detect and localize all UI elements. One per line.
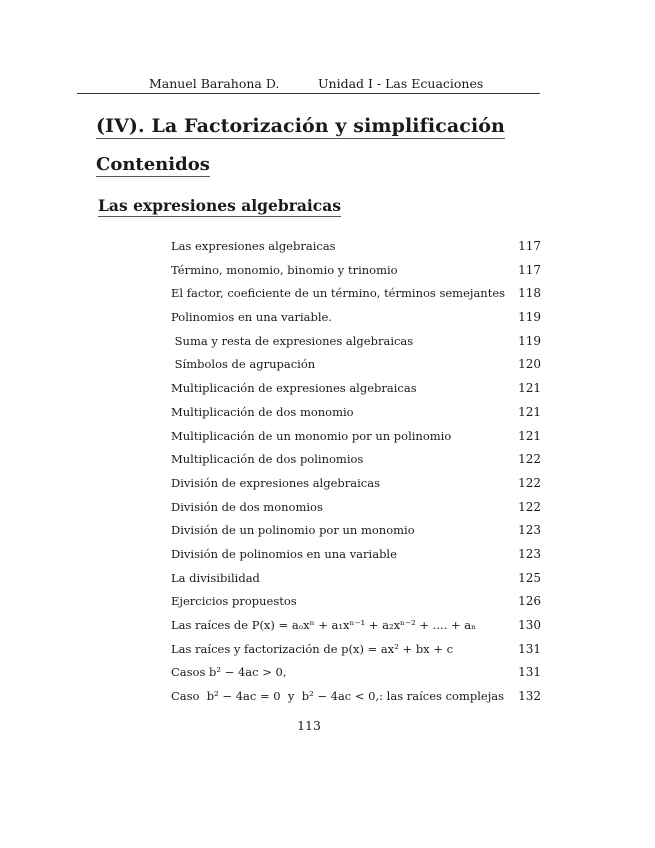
toc-entry-page: 119 <box>518 333 541 348</box>
toc-row[interactable] <box>171 260 541 284</box>
toc-entry-label: Ejercicios propuestos <box>171 594 297 609</box>
toc-entry-label: Multiplicación de dos polinomios <box>171 452 364 467</box>
toc-entry-page: 123 <box>518 546 541 561</box>
toc-entry-label: Símbolos de agrupación <box>171 357 316 372</box>
toc-row[interactable] <box>171 283 541 307</box>
toc-entry-page: 121 <box>518 428 541 443</box>
toc-entry-page: 131 <box>518 665 541 680</box>
toc-entry-page: 122 <box>518 499 541 514</box>
toc-entry-label: El factor, coeficiente de un término, términos semejantes <box>171 286 506 301</box>
contents-title: Contenidos <box>96 154 210 175</box>
toc-entry-page: 122 <box>518 475 541 490</box>
toc-row[interactable] <box>171 378 541 402</box>
toc-entry-page: 126 <box>518 594 541 609</box>
toc-entry-label: Las expresiones algebraicas <box>171 239 336 253</box>
toc-row[interactable] <box>171 686 541 710</box>
toc-entry-label: División de polinomios en una variable <box>171 546 397 561</box>
toc-row[interactable] <box>171 426 541 450</box>
toc-entry-label: Término, monomio, binomio y trinomio <box>171 262 398 277</box>
toc-entry-label: Polinomios en una variable. <box>171 310 333 325</box>
toc-entry-label: Casos b² − 4ac > 0, <box>171 665 287 680</box>
toc-row[interactable] <box>171 331 541 355</box>
section-title: Las expresiones algebraicas <box>98 196 342 215</box>
toc-row[interactable] <box>171 591 541 615</box>
toc-entry-page: 123 <box>518 523 541 538</box>
toc-entry-label: División de un polinomio por un monomio <box>171 523 415 538</box>
toc-entry-page: 132 <box>518 689 541 704</box>
toc-entry-label: Multiplicación de un monomio por un polinomio <box>171 428 452 443</box>
toc-entry-page: 121 <box>518 404 541 419</box>
toc-row[interactable] <box>171 568 541 592</box>
toc-entry-label: División de dos monomios <box>171 499 323 514</box>
toc-entry-label: Caso b² − 4ac = 0 y b² − 4ac < 0,: las raíces complejas <box>171 689 505 704</box>
toc-row[interactable] <box>171 497 541 521</box>
running-header <box>77 74 540 94</box>
toc-row[interactable] <box>171 615 541 639</box>
toc-entry-page: 119 <box>518 310 541 325</box>
toc-entry-label: Las raíces y factorización de p(x) = ax² + bx + c <box>171 641 454 656</box>
toc-entry-label: División de expresiones algebraicas <box>171 475 380 490</box>
header-unit: Unidad I - Las Ecuaciones <box>318 76 484 91</box>
toc-entry-label: Suma y resta de expresiones algebraicas <box>171 333 414 348</box>
table-of-contents <box>171 236 541 710</box>
toc-row[interactable] <box>171 473 541 497</box>
toc-entry-page: 130 <box>518 618 541 632</box>
toc-row[interactable] <box>171 449 541 473</box>
toc-entry-page: 117 <box>518 262 541 277</box>
toc-entry-label: Multiplicación de expresiones algebraicas <box>171 381 417 396</box>
toc-entry-label: Multiplicación de dos monomio <box>171 404 354 419</box>
toc-entry-page: 117 <box>518 239 541 253</box>
toc-entry-page: 122 <box>518 452 541 467</box>
toc-row[interactable] <box>171 307 541 331</box>
toc-row[interactable] <box>171 402 541 426</box>
header-author: Manuel Barahona D. <box>149 76 280 91</box>
toc-row[interactable] <box>171 544 541 568</box>
chapter-title: (IV). La Factorización y simplificación <box>96 115 505 137</box>
toc-row[interactable] <box>171 236 541 260</box>
toc-row[interactable] <box>171 354 541 378</box>
toc-row[interactable] <box>171 662 541 686</box>
toc-entry-page: 131 <box>518 641 541 656</box>
toc-entry-label: Las raíces de P(x) = aₒxⁿ + a₁xⁿ⁻¹ + a₂xⁿ⁻² + .... + aₙ <box>171 618 477 632</box>
page-number: 113 <box>297 718 321 733</box>
toc-row[interactable] <box>171 639 541 663</box>
toc-entry-page: 120 <box>518 357 541 372</box>
toc-entry-page: 125 <box>518 570 541 585</box>
toc-entry-page: 118 <box>518 286 541 301</box>
toc-row[interactable] <box>171 520 541 544</box>
toc-entry-page: 121 <box>518 381 541 396</box>
toc-entry-label: La divisibilidad <box>171 570 260 585</box>
